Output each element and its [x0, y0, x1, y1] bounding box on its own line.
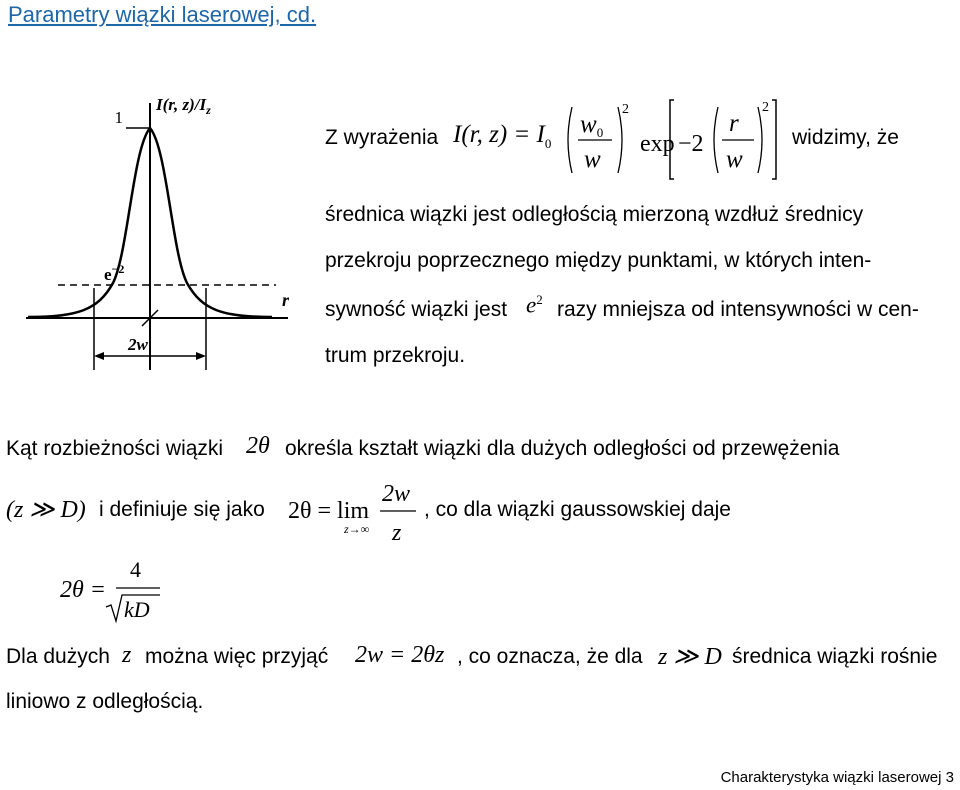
para1-line2: przekroju poprzecznego między punktami, w których inten-: [325, 249, 872, 272]
para2-line2b: , co dla wiązki gaussowskiej daje: [424, 498, 731, 521]
formula1-expression: [566, 95, 786, 185]
para3-eq: 2w = 2θz: [355, 642, 445, 668]
formula2-den: kD: [124, 597, 150, 622]
frac1-num: $w_0$: [580, 111, 604, 140]
para2-condition: (z ≫ D): [6, 497, 86, 523]
para3-a: Dla dużych: [6, 645, 110, 668]
slide-title: Parametry wiązki laserowej, cd.: [8, 2, 317, 27]
formula1-intro: Z wyrażenia: [325, 126, 439, 149]
frac2-den: w: [726, 146, 743, 173]
para3-line2: liniowo z odległością.: [6, 690, 204, 713]
para1-e-power: $e^2$: [526, 292, 543, 318]
para3-b: można więc przyjąć: [145, 645, 329, 668]
lim-lhs-text: 2θ = lim: [288, 498, 370, 524]
tick-one-label: 1: [114, 108, 123, 127]
para2-line1b: określa kształt wiązki dla dużych odległości od przewężenia: [285, 437, 840, 460]
formula2-num: 4: [130, 557, 141, 582]
pow1: 2: [622, 102, 629, 117]
frac1-den: w: [584, 146, 601, 173]
para2-line1a: Kąt rozbieżności wiązki: [6, 437, 224, 460]
lim-frac-num: 2w: [382, 481, 411, 507]
para3-d: średnica wiązki rośnie: [732, 645, 938, 668]
exp-label: exp: [640, 131, 675, 157]
para1-line3a: sywność wiązki jest: [325, 298, 508, 321]
formula2: [58, 555, 178, 630]
lim-sub: z→∞: [344, 522, 370, 536]
gaussian-profile-figure: [18, 88, 318, 378]
formula1-lhs: I(r, $z) = I_0$: [453, 121, 552, 151]
para2-theta: 2θ: [246, 433, 270, 459]
width-label: 2w: [128, 335, 148, 354]
para1-line1: średnica wiązki jest odległością mierzoną wzdłuż średnicy: [325, 203, 864, 226]
lim-expression: [286, 475, 426, 550]
minus-two: −2: [678, 131, 704, 157]
level-label: $e^{-2}$: [104, 262, 125, 284]
para3-z: z: [122, 642, 132, 668]
slide-footer: Charakterystyka wiązki laserowej 3: [720, 769, 954, 786]
para1-line3b: razy mniejsza od intensywności w cen-: [557, 298, 919, 321]
para1-line4: trum przekroju.: [325, 344, 466, 367]
lim-frac-den: z: [392, 520, 402, 546]
para2-line2a: i definiuje się jako: [99, 498, 265, 521]
para3-c: , co oznacza, że dla: [457, 645, 643, 668]
frac2-num: r: [729, 110, 739, 137]
formula1-outro: widzimy, że: [792, 126, 899, 149]
pow2: 2: [762, 100, 769, 115]
para3-cond: z ≫ D: [658, 644, 722, 670]
x-axis-label: r: [282, 290, 290, 310]
y-axis-label: I(r, $z)/I_z$: [156, 95, 211, 117]
formula2-lhs: 2θ =: [60, 577, 106, 603]
